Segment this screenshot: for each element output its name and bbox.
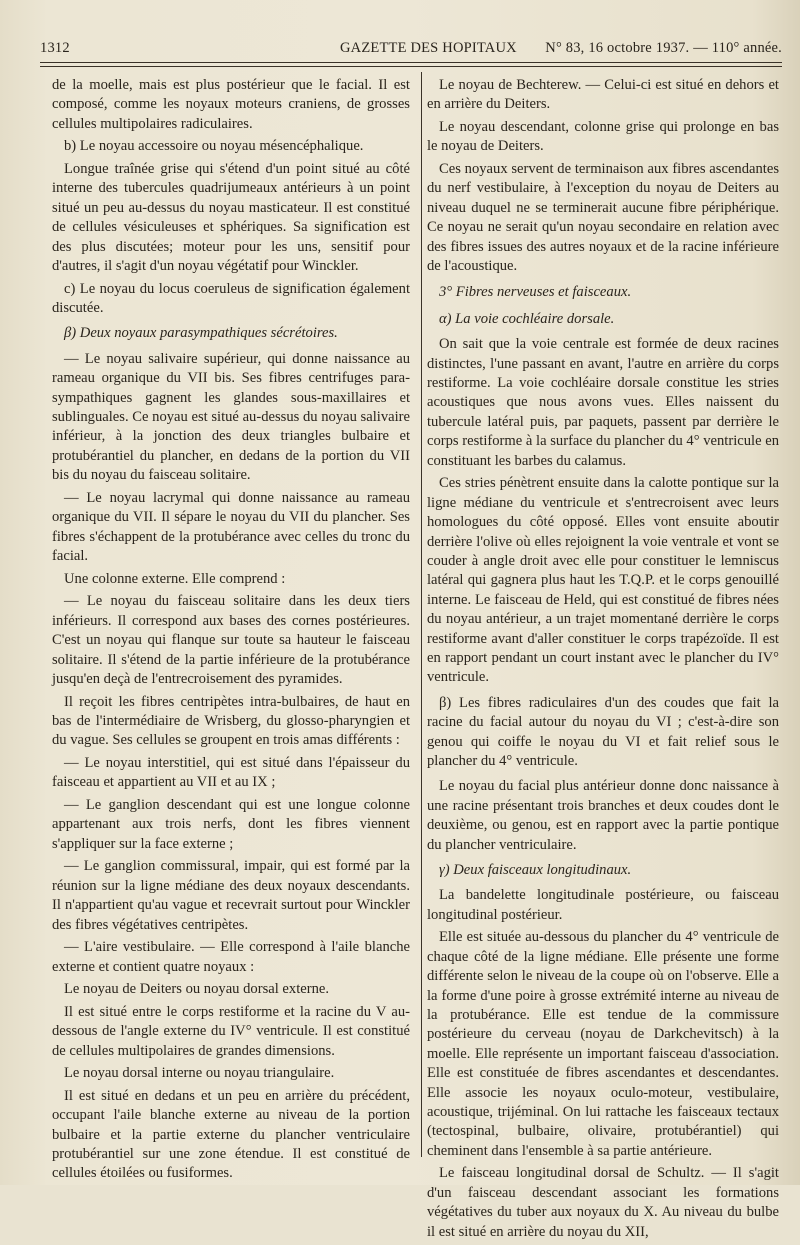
paragraph: Le noyau de Bechterew. — Celui-ci est situé en dehors et en arrière du Deiters. (427, 77, 779, 113)
paragraph: Il reçoit les fibres centripètes intra-bulbaires, de haut en bas de l'intermédiaire de Wrisberg, du glosso-pharyngien et du vague. Ses cellules se groupent en trois amas différents : (52, 693, 410, 749)
paragraph: Elle est située au-dessous du plancher du 4° ventricule de chaque côté de la ligne médiane. Elle présente une forme différente selon le niveau de la coupe où on l'observe. Elle a la forme d'une poire à grosse extrémité interne au niveau de la protubérance. Elle est tendue de la commissure postérieure du cerveau (noyau de Darkchevitsch) à la moelle. Elle représente un important faisceau d'association. Elle est constituée de fibres ascendantes et descendantes. Elle associe les noyaux oculo-moteur, vestibulaire, acoustique, trijéminal. On lui rattache les faisceaux tectaux (tectospinal, bulbaire, olivaire, protubérantiel) qui cheminent dans l'ensemble à sa partie antérieure. (427, 929, 779, 1159)
paragraph: Ces noyaux servent de terminaison aux fibres ascendantes du nerf vestibulaire, à l'exception du noyau de Deiters au niveau duquel ne se terminerait aucune fibre périphérique. Ce noyau ne serait qu'un noyau secondaire en relation avec des fibres issues des autres noyaux et de la racine inférieure de l'acoustique. (427, 161, 779, 275)
subheading: β) Deux noyaux parasympathiques sécrétoires. (64, 325, 338, 342)
paragraph: Le noyau descendant, colonne grise qui prolonge en bas le noyau de Deiters. (427, 119, 779, 155)
paragraph: Longue traînée grise qui s'étend d'un point situé au côté interne des tubercules quadrijumeaux antérieurs à un point situé un peu au-dessus du noyau masticateur. Il est constitué de cellules vésiculeuses et sphériques. Sa signification est des plus discutées; moteur pour les uns, sensitif pour d'autres, il s'agit d'un noyau végétatif pour Winckler. (52, 161, 410, 275)
paragraph: — Le noyau du faisceau solitaire dans les deux tiers inférieurs. Il correspond aux bases des cornes postérieures. C'est un noyau qui flanque sur toute sa hauteur le faisceau solitaire. Il s'étend de la partie inférieure de la protubérance jusqu'en deçà de l'entrecroisement des pyramides. (52, 593, 410, 687)
subheading: α) La voie cochléaire dorsale. (439, 310, 615, 327)
section-heading: 3° Fibres nerveuses et faisceaux. (439, 284, 632, 301)
paragraph: — L'aire vestibulaire. — Elle correspond à l'aile blanche externe et contient quatre noyaux : (52, 939, 410, 975)
paragraph: c) Le noyau du locus coeruleus de signification également discutée. (52, 280, 410, 317)
paragraph: — Le noyau salivaire supérieur, qui donne naissance au rameau organique du VII bis. Ses fibres centrifuges para-sympathiques gagnent les glandes sous-maxillaires et sublinguales. Ce noyau est situé au-dessus du noyau salivaire inférieur, à la jonction des deux triangles bulbaire et protubérantiel du plancher, en dedans de la portion du VII bis du noyau du faisceau solitaire. (52, 350, 410, 484)
paragraph: Le noyau de Deiters ou noyau dorsal externe. (64, 981, 330, 998)
paragraph: Le noyau du facial plus antérieur donne donc naissance à une racine présentant trois branches et deux coudes dont le deuxième, ou genou, est en rapport avec la partie pontique du plancher ventriculaire. (427, 778, 779, 853)
issue-info: N° 83, 16 octobre 1937. — 110° année. (545, 40, 782, 56)
paragraph: Il est situé entre le corps restiforme et la racine du V au-dessous de l'angle externe du IV° ventricule. Il est constitué de cellules multipolaires de grandes dimensions. (52, 1003, 410, 1059)
paragraph: — Le noyau lacrymal qui donne naissance au rameau organique du VII. Il sépare le noyau du VII du plancher. Ses fibres s'échappent de la protubérance avec celles du tronc du facial. (52, 489, 410, 565)
paragraph: Le faisceau longitudinal dorsal de Schultz. — Il s'agit d'un faisceau descendant associant les formations végétatives du tuber aux noyaux du X. Au niveau du bulbe il est situé en arrière du noyau du XII, (427, 1165, 779, 1240)
left-column (52, 76, 410, 1187)
paragraph: Le noyau dorsal interne ou noyau triangulaire. (64, 1065, 335, 1082)
paragraph: — Le noyau interstitiel, qui est situé dans l'épaisseur du faisceau et appartient au VII et au IX ; (52, 754, 410, 791)
subheading: γ) Deux faisceaux longitudinaux. (439, 862, 632, 878)
column-divider (421, 72, 422, 1157)
paragraph: Il est situé en dedans et un peu en arrière du précédent, occupant l'aile blanche externe au niveau de la portion bulbaire et la partie externe du plancher ventriculaire protubérantiel sur une zone étendue. Il est constitué de cellules étoilées ou fusiformes. (52, 1087, 410, 1182)
page-header (40, 36, 782, 60)
header-rule-bottom (40, 66, 782, 67)
paragraph: Ces stries pénètrent ensuite dans la calotte pontique sur la ligne médiane du ventricule et s'entrecroisent avec leurs homologues du côté opposé. Elles vont ensuite aboutir derrière l'olive où elles rejoignent la voie ventrale et vont se couder à angle droit avec elle pour constituer le lemniscus latéral qui gagnera plus haut les T.Q.P. et le corps genouillé interne. Le faisceau de Held, qui est constitué de fibres nées du noyau antérieur, a un trajet momentané derrière le corps restiforme avant d'aller constituer le corps trapézoïde. Il est en rapport pendant un court instant avec le plancher du IV° ventricule. (427, 475, 779, 686)
header-rule-top (40, 62, 782, 63)
journal-title: GAZETTE DES HOPITAUX (340, 40, 517, 56)
paragraph: — Le ganglion commissural, impair, qui est formé par la réunion sur la ligne médiane des deux noyaux descendants. Il n'appartient qu'au vague et recevrait surtout pour Winckler des fibres végétatives centripètes. (52, 858, 410, 933)
paragraph: de la moelle, mais est plus postérieur que le facial. Il est composé, comme les noyaux moteurs craniens, de grosses cellules multipolaires radiculaires. (52, 77, 410, 132)
paragraph: Une colonne externe. Elle comprend : (64, 570, 286, 587)
paragraph: β) Les fibres radiculaires d'un des coudes que fait la racine du facial autour du noyau du VI ; c'est-à-dire son genou qui coiffe le noyau du VI et fait relief sous le plancher du 4° ventricule. (427, 694, 779, 769)
page-number: 1312 (40, 40, 70, 56)
paragraph: On sait que la voie centrale est formée de deux racines distinctes, l'une passant en avant, l'autre en arrière du corps restiforme. La voie cochléaire dorsale constitue les stries acoustiques que nous avons vues. Elles naissent du tubercule latéral puis, par paquets, passent par derrière le corps restiforme à la surface du plancher du 4° ventricule en constituant les barbes du calamus. (427, 336, 779, 469)
paragraph: — Le ganglion descendant qui est une longue colonne appartenant aux trois nerfs, dont les fibres viennent s'appliquer sur la face externe ; (52, 796, 410, 852)
paragraph: La bandelette longitudinale postérieure, ou faisceau longitudinal postérieur. (427, 887, 779, 923)
paragraph: b) Le noyau accessoire ou noyau mésencéphalique. (64, 138, 364, 155)
right-column (427, 76, 779, 1245)
